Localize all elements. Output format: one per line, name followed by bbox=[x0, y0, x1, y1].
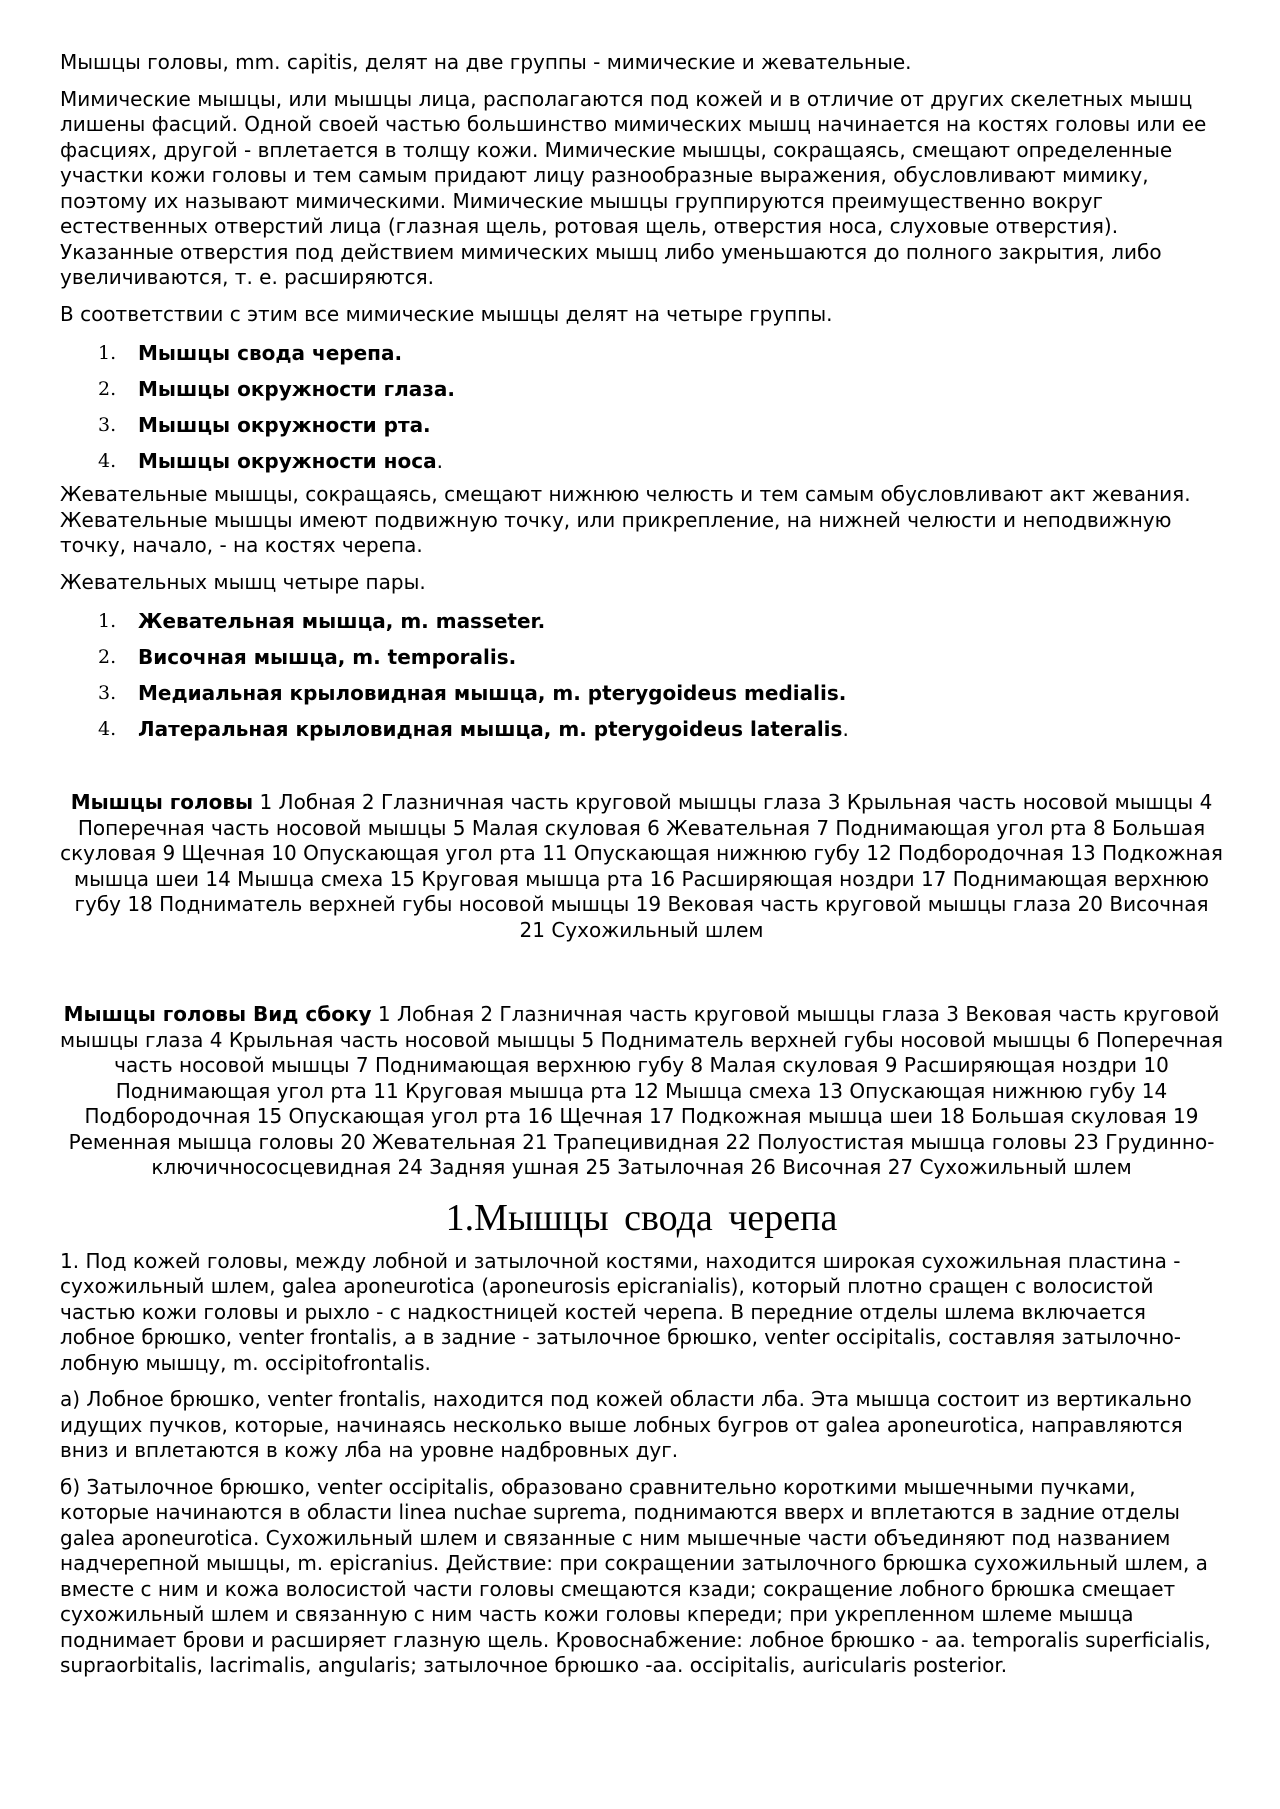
spacer bbox=[60, 943, 1223, 1002]
caption-text: 1 Лобная 2 Глазничная часть круговой мышцы глаза 3 Вековая часть круговой мышцы глаза 4 Крыльная часть носовой мышцы 5 Подниматель верхней губы носовой мышцы 6 Поперечная часть носовой мышцы 7 Поднимающая верхнюю губу 8 Малая скуловая 9 Расширяющая ноздри 10 Поднимающая угол рта 11 Круговая мышца рта 12 Мышца смеха 13 Опускающая нижнюю губу 14 Подбородочная 15 Опускающая угол рта 16 Щечная 17 Подкожная мышца шеи 18 Большая скуловая 19 Ременная мышца головы 20 Жевательная 21 Трапецивидная 22 Полуостистая мышца головы 23 Грудинно-ключичнососцевидная 24 Задняя ушная 25 Затылочная 26 Височная 27 Сухожильный шлем bbox=[60, 1002, 1223, 1179]
list-number: 2. bbox=[98, 378, 117, 400]
list-number: 3. bbox=[98, 682, 117, 704]
section-paragraph-3: б) Затылочное брюшко, venter occipitalis, образовано сравнительно короткими мышечными пучками, которые начинаются в области linea nuchae suprema, поднимаются вверх и вплетаются в задние отделы galea aponeurotica. Сухожильный шлем и связанные с ним мышечные части объединяют под названием надчерепной мышцы, m. epicranius. Действие: при сокращении затылочного брюшка сухожильный шлем, а вместе с ним и кожа волосистой части головы смещаются кзади; сокращение лобного брюшка смещает сухожильный шлем и связанную с ним часть кожи головы кпереди; при укрепленном шлеме мышца поднимает брови и расширяет глазную щель. Кровоснабжение: лобное брюшко - aa. temporalis superficialis, supraorbitalis, lacrimalis, angularis; затылочное брюшко -aa. occipitalis, auricularis posterior. bbox=[60, 1474, 1211, 1677]
list-item bbox=[60, 606, 1223, 636]
list-item-label: Мышцы окружности носа bbox=[138, 449, 437, 473]
list-item-label: Височная мышца, m. temporalis. bbox=[138, 645, 517, 669]
list-item bbox=[60, 642, 1223, 672]
list-number: 4. bbox=[98, 718, 117, 740]
list-item-tail: . bbox=[436, 449, 443, 473]
chewing-paragraph-1: Жевательные мышцы, сокращаясь, смещают нижнюю челюсть и тем самым обусловливают акт жевания. Жевательные мышцы имеют подвижную точку, или прикрепление, на нижней челюсти и неподвижную точку, начало, - на костях черепа. bbox=[60, 482, 1191, 557]
spacer bbox=[60, 750, 1223, 790]
list-item bbox=[60, 338, 1223, 368]
chewing-paragraph-2: Жевательных мышц четыре пары. bbox=[60, 569, 426, 594]
list-item-label: Медиальная крыловидная мышца, m. pterygoideus medialis. bbox=[138, 681, 847, 705]
list-item-label: Латеральная крыловидная мышца, m. pterygoideus lateralis bbox=[138, 717, 843, 741]
section-paragraph-2: а) Лобное брюшко, venter frontalis, находится под кожей области лба. Эта мышца состоит из вертикально идущих пучков, которые, начинаясь несколько выше лобных бугров от galea aponeurotica, направляются вниз и вплетаются в кожу лба на уровне надбровных дуг. bbox=[60, 1387, 1192, 1462]
list-item bbox=[60, 410, 1223, 440]
caption-title: Мышцы головы Вид сбоку bbox=[63, 1002, 372, 1026]
list-item-label: Жевательная мышца, m. masseter. bbox=[138, 609, 546, 633]
list-number: 1. bbox=[98, 342, 117, 364]
list-item bbox=[60, 714, 1223, 744]
section-heading: 1.Мышцы свода черепа bbox=[445, 1196, 838, 1239]
figure-caption-front bbox=[60, 790, 1223, 943]
caption-title: Мышцы головы bbox=[70, 790, 254, 814]
intro-paragraph-3: В соответствии с этим все мимические мышцы делят на четыре группы. bbox=[60, 301, 833, 326]
list-item bbox=[60, 374, 1223, 404]
caption-text: 1 Лобная 2 Глазничная часть круговой мышцы глаза 3 Крыльная часть носовой мышцы 4 Поперечная часть носовой мышцы 5 Малая скуловая 6 Жевательная 7 Поднимающая угол рта 8 Большая скуловая 9 Щечная 10 Опускающая угол рта 11 Опускающая нижнюю губу 12 Подбородочная 13 Подкожная мышца шеи 14 Мышца смеха 15 Круговая мышца рта 16 Расширяющая ноздри 17 Поднимающая верхнюю губу 18 Подниматель верхней губы носовой мышцы 19 Вековая часть круговой мышцы глаза 20 Височная 21 Сухожильный шлем bbox=[60, 790, 1223, 942]
list-item bbox=[60, 678, 1223, 708]
list-item-label: Мышцы свода черепа. bbox=[138, 341, 403, 365]
chewing-muscles-list bbox=[60, 606, 1223, 744]
list-item-label: Мышцы окружности рта. bbox=[138, 413, 431, 437]
list-number: 2. bbox=[98, 646, 117, 668]
list-number: 1. bbox=[98, 610, 117, 632]
list-item bbox=[60, 446, 1223, 476]
section-paragraph-1: 1. Под кожей головы, между лобной и затылочной костями, находится широкая сухожильная пластина - сухожильный шлем, galea aponeurotica (aponeurosis epicranialis), который плотно сращен с волосистой частью кожи головы и рыхло - с надкостницей костей черепа. В передние отделы шлема включается лобное брюшко, venter frontalis, а в задние - затылочное брюшко, venter occipitalis, составляя затылочно-лобную мышцу, m. occipitofrontalis. bbox=[60, 1248, 1182, 1375]
list-item-tail: . bbox=[842, 717, 849, 741]
list-item-label: Мышцы окружности глаза. bbox=[138, 377, 455, 401]
figure-caption-side bbox=[60, 1002, 1223, 1181]
list-number: 3. bbox=[98, 414, 117, 436]
intro-paragraph-2: Мимические мышцы, или мышцы лица, располагаются под кожей и в отличие от других скелетных мышц лишены фасций. Одной своей частью большинство мимических мышц начинается на костях головы или ее фасциях, другой - вплетается в толщу кожи. Мимические мышцы, сокращаясь, смещают определенные участки кожи головы и тем самым придают лицу разнообразные выражения, обусловливают мимику, поэтому их называют мимическими. Мимические мышцы группируются преимущественно вокруг естественных отверстий лица (глазная щель, ротовая щель, отверстия носа, слуховые отверстия). Указанные отверстия под действием мимических мышц либо уменьшаются до полного закрытия, либо увеличиваются, т. е. расширяются. bbox=[60, 86, 1207, 289]
intro-paragraph-1: Мышцы головы, mm. capitis, делят на две группы - мимические и жевательные. bbox=[60, 50, 912, 74]
list-number: 4. bbox=[98, 450, 117, 472]
mimic-groups-list bbox=[60, 338, 1223, 476]
